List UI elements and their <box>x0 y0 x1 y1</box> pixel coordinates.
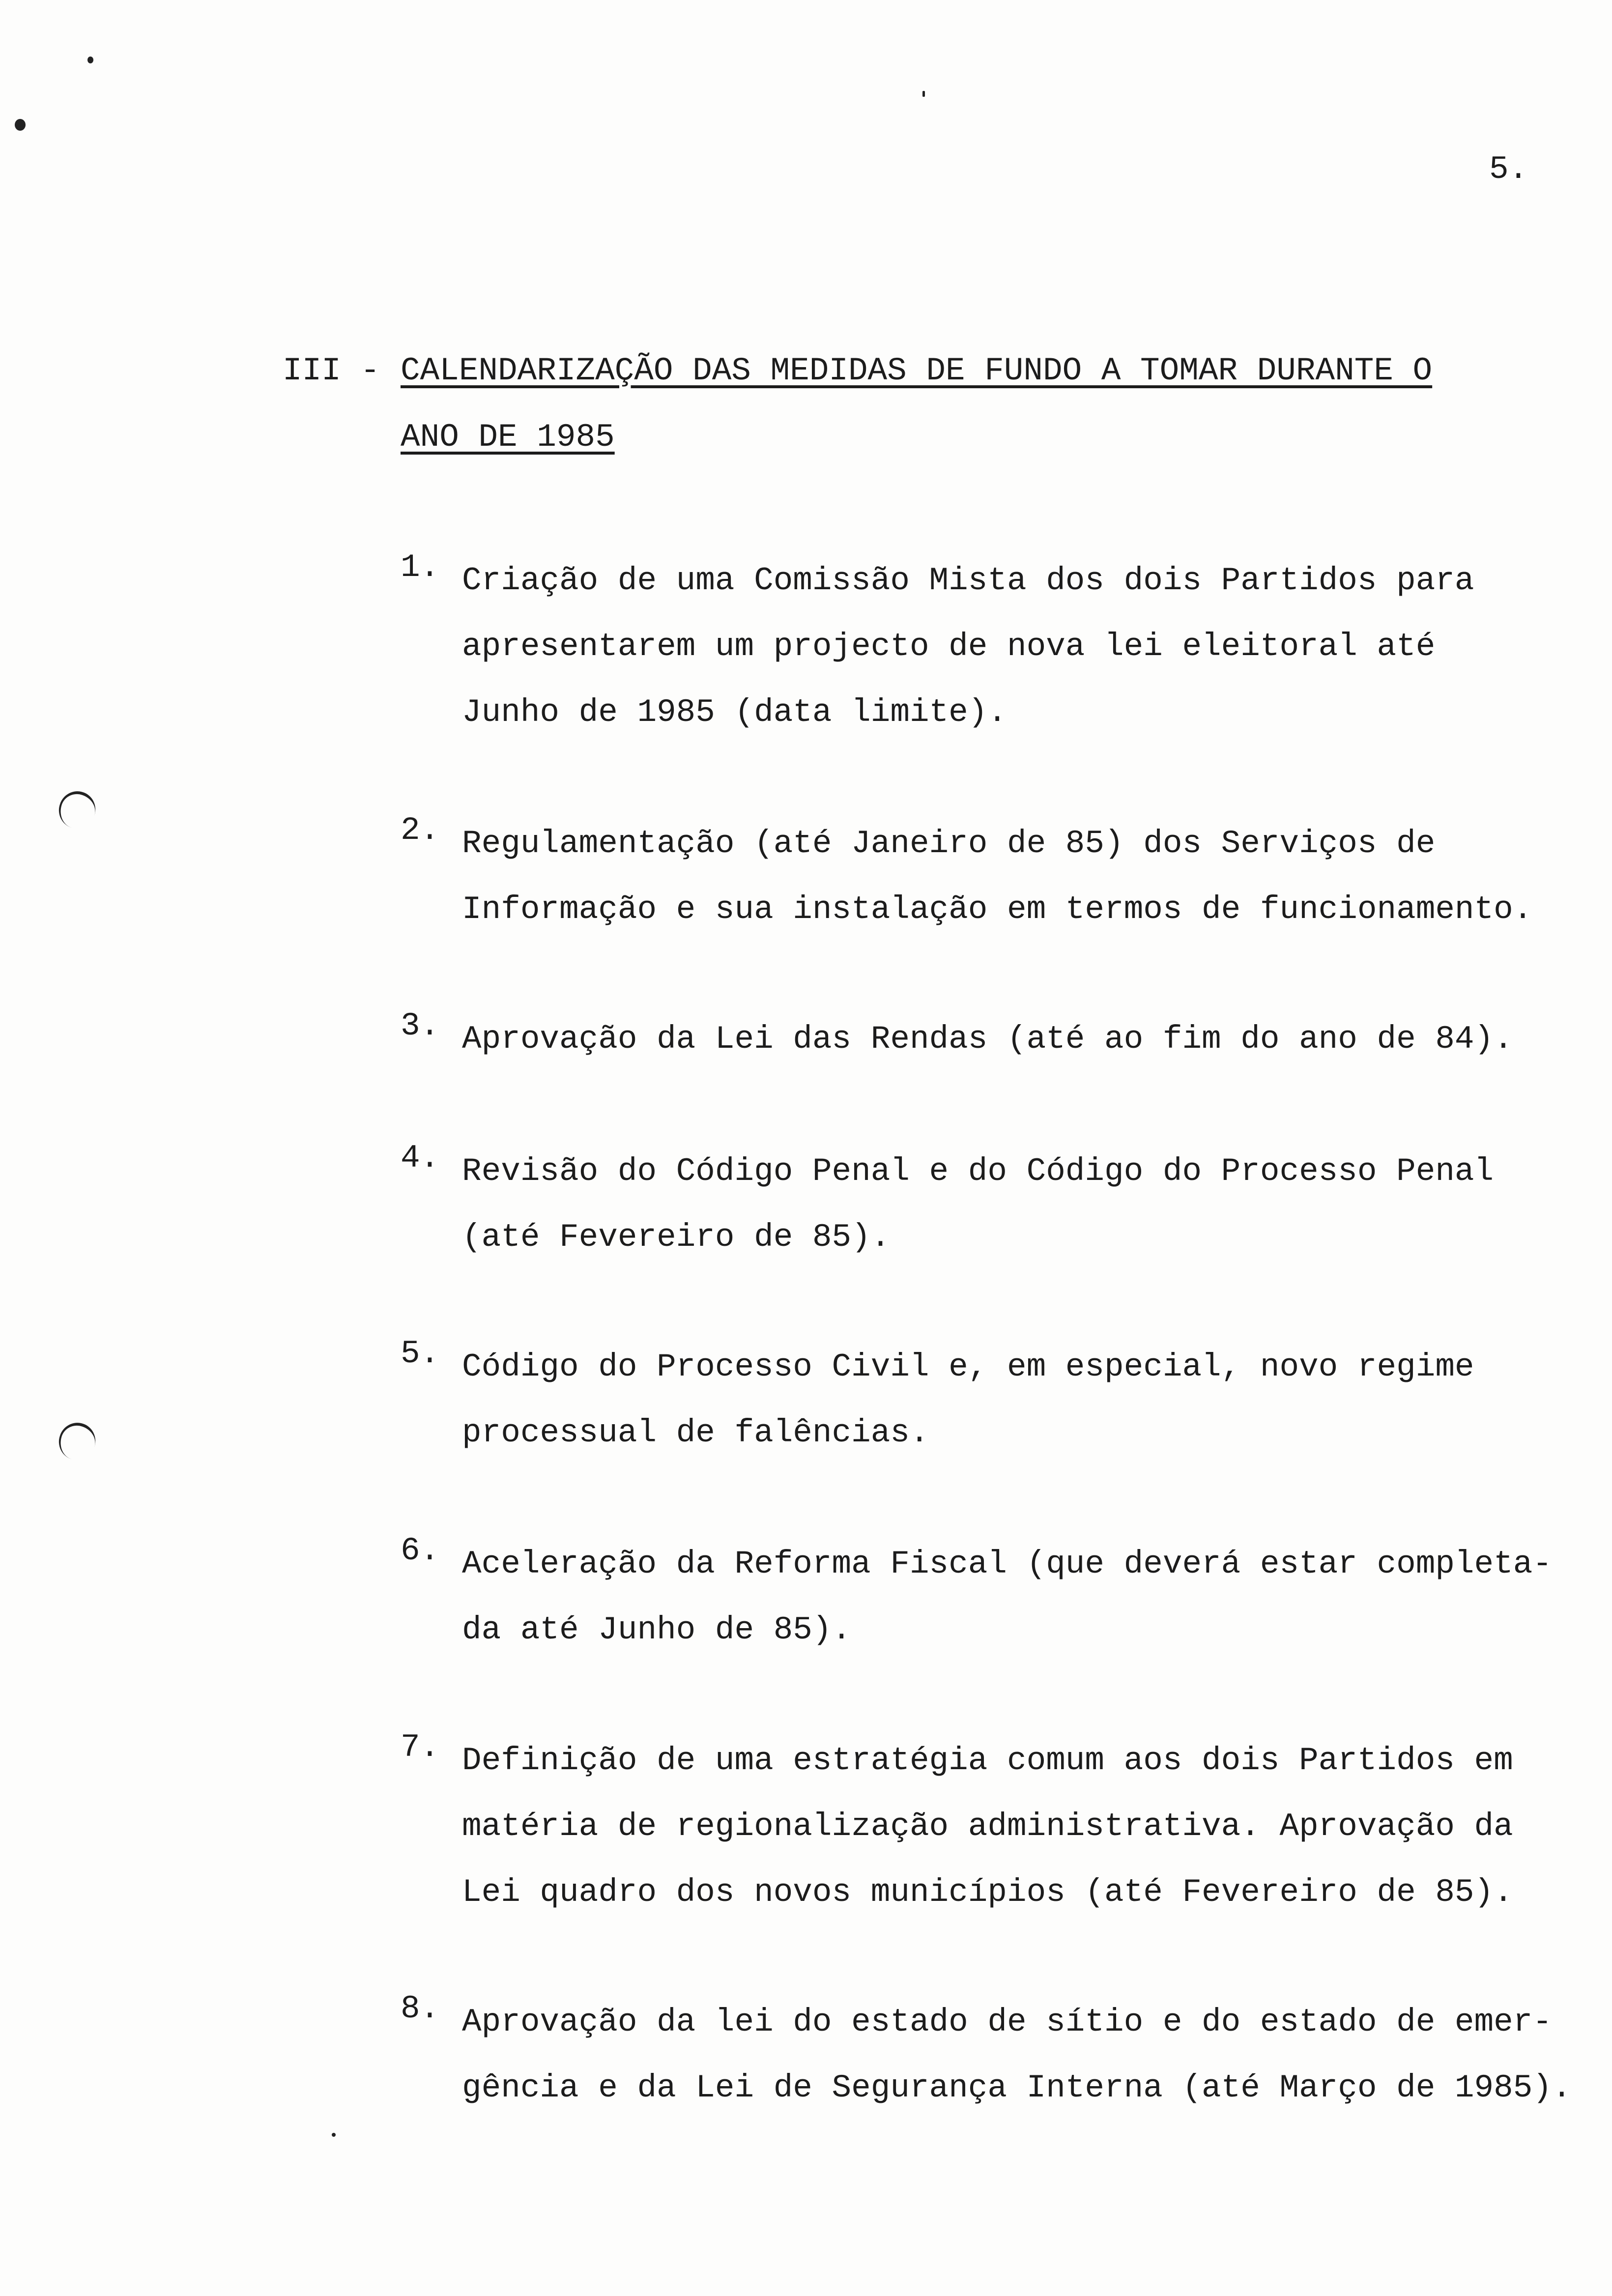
list-item-text: Criação de uma Comissão Mista dos dois Partidos para apresentarem um projecto de nova lei eleitoral até Junho de 1985 (data limite). <box>462 562 1474 731</box>
list-item-text: Regulamentação (até Janeiro de 85) dos Serviços de Informação e sua instalação em termos de funcionamento. <box>462 825 1533 928</box>
list-item-number: 3. <box>401 1007 440 1044</box>
scan-speck <box>922 91 925 97</box>
list-item-text: Revisão do Código Penal e do Código do Processo Penal (até Fevereiro de 85). <box>462 1153 1494 1256</box>
hole-punch-mark <box>54 786 100 833</box>
hole-punch-mark <box>54 1418 100 1464</box>
page-number: 5. <box>1489 151 1528 188</box>
list-item-number: 2. <box>401 812 440 849</box>
section-numeral: III - <box>283 352 380 389</box>
list-item-number: 5. <box>401 1335 440 1372</box>
list-item-text: Aceleração da Reforma Fiscal (que deverá estar completa- da até Junho de 85). <box>462 1546 1552 1648</box>
list-item-number: 4. <box>401 1140 440 1177</box>
scan-speck <box>332 2133 336 2137</box>
scan-speck <box>15 119 26 131</box>
list-item-text: Aprovação da Lei das Rendas (até ao fim do ano de 84). <box>462 1021 1513 1058</box>
list-item-number: 6. <box>401 1532 440 1569</box>
list-item-text: Definição de uma estratégia comum aos dois Partidos em matéria de regionalização administrativa. Aprovação da Lei quadro dos novos municípios (até Fevereiro de 85). <box>462 1742 1513 1911</box>
list-item-text: Código do Processo Civil e, em especial, novo regime processual de falências. <box>462 1349 1474 1451</box>
list-item-text: Aprovação da lei do estado de sítio e do estado de emer- gência e da Lei de Segurança Interna (até Março de 1985). <box>462 2004 1572 2106</box>
list-item-number: 7. <box>401 1729 440 1766</box>
scan-speck <box>87 57 93 63</box>
list-item-number: 1. <box>401 549 440 586</box>
list-item-number: 8. <box>401 1990 440 2027</box>
section-title-line-2: ANO DE 1985 <box>401 419 615 456</box>
section-title-line-1: CALENDARIZAÇÃO DAS MEDIDAS DE FUNDO A TOMAR DURANTE O <box>401 352 1433 389</box>
